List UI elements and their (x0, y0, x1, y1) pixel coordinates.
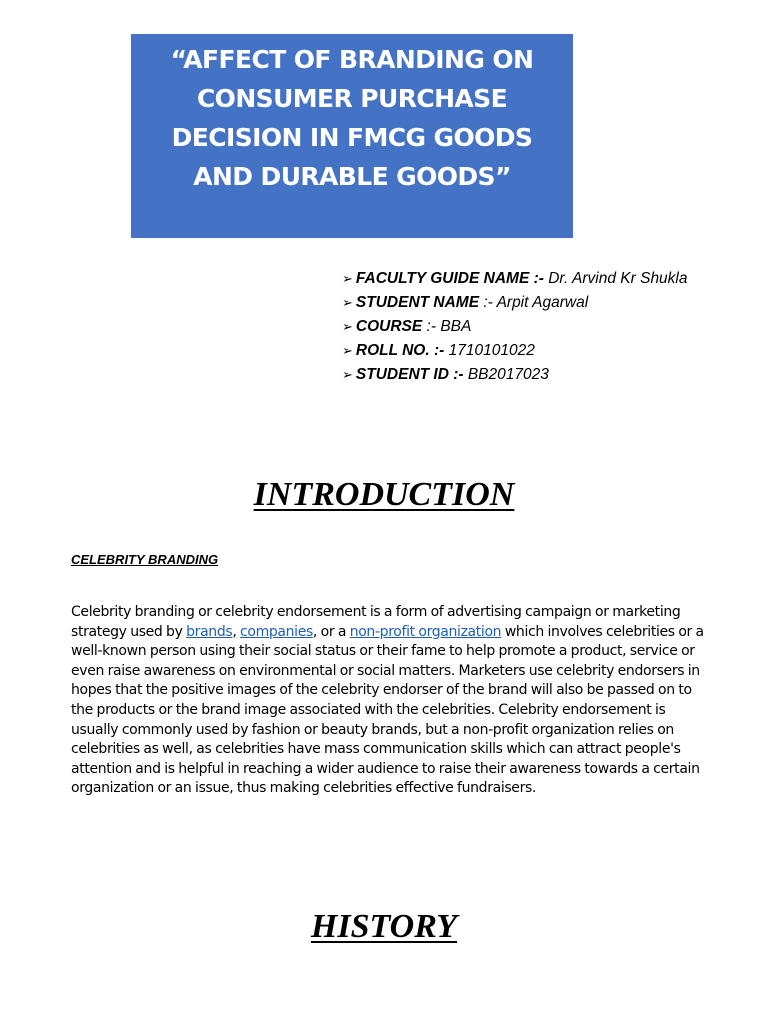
info-value: 1710101022 (448, 342, 535, 359)
info-separator: :- (429, 342, 449, 359)
document-title (139, 40, 565, 196)
history-heading: HISTORY (310, 908, 458, 945)
arrow-bullet-icon: ➢ (342, 320, 353, 335)
info-separator: :- (422, 318, 441, 335)
info-label: STUDENT ID (355, 366, 449, 383)
arrow-bullet-icon: ➢ (342, 344, 353, 359)
brands-link[interactable]: brands (186, 623, 233, 640)
info-label: STUDENT NAME (355, 294, 480, 311)
introduction-paragraph (71, 603, 711, 799)
paragraph-text: Celebrity branding or celebrity endorsement is a form of advertising campaign or marketing strategy used by (71, 604, 681, 640)
info-value: BBA (440, 318, 472, 335)
introduction-heading: INTRODUCTION (253, 476, 515, 513)
paragraph-text: which involves celebrities or a well-known person using their social status or their fame to help promote a product, service or even raise awareness on environmental or social matters. Marketers use celebrity endorsers in hopes that the positive images of the celebrity endorser of the brand will also be passed on to the products or the brand image associated with the celebrities. Celebrity endorsement is usually commonly used by fashion or beauty brands, but a non-profit organization relies on celebrities as well, as celebrities have mass communication skills which can attract people's attention and is helpful in reaching a wider audience to raise their awareness towards a certain organization or an issue, thus making celebrities effective fundraisers. (71, 623, 704, 797)
info-separator: :- (448, 366, 468, 383)
companies-link[interactable]: companies (240, 623, 313, 640)
info-label: ROLL NO. (355, 342, 430, 359)
info-value: BB2017023 (467, 366, 549, 383)
paragraph-text: , or a (312, 623, 350, 640)
info-label: FACULTY GUIDE NAME (355, 270, 530, 287)
arrow-bullet-icon: ➢ (342, 272, 353, 287)
celebrity-branding-subheading: CELEBRITY BRANDING (71, 552, 219, 567)
title-line: CONSUMER PURCHASE (196, 84, 508, 113)
arrow-bullet-icon: ➢ (342, 368, 353, 383)
info-separator: :- (479, 294, 497, 311)
info-list (342, 267, 688, 387)
info-item-course (342, 315, 688, 339)
info-label: COURSE (355, 318, 423, 335)
info-separator: :- (529, 270, 549, 287)
paragraph-text: , (232, 623, 241, 640)
arrow-bullet-icon: ➢ (342, 296, 353, 311)
info-item-student-name (342, 291, 688, 315)
non-profit-organization-link[interactable]: non-profit organization (349, 623, 502, 640)
title-line: DECISION IN FMCG GOODS (171, 123, 533, 152)
info-value: Arpit Agarwal (496, 294, 589, 311)
title-box (131, 34, 573, 238)
title-line: “AFFECT OF BRANDING ON (170, 45, 534, 74)
info-value: Dr. Arvind Kr Shukla (548, 270, 688, 287)
info-item-faculty-guide (342, 267, 688, 291)
title-line: AND DURABLE GOODS” (193, 162, 511, 191)
info-item-student-id (342, 363, 688, 387)
info-item-roll-no (342, 339, 688, 363)
